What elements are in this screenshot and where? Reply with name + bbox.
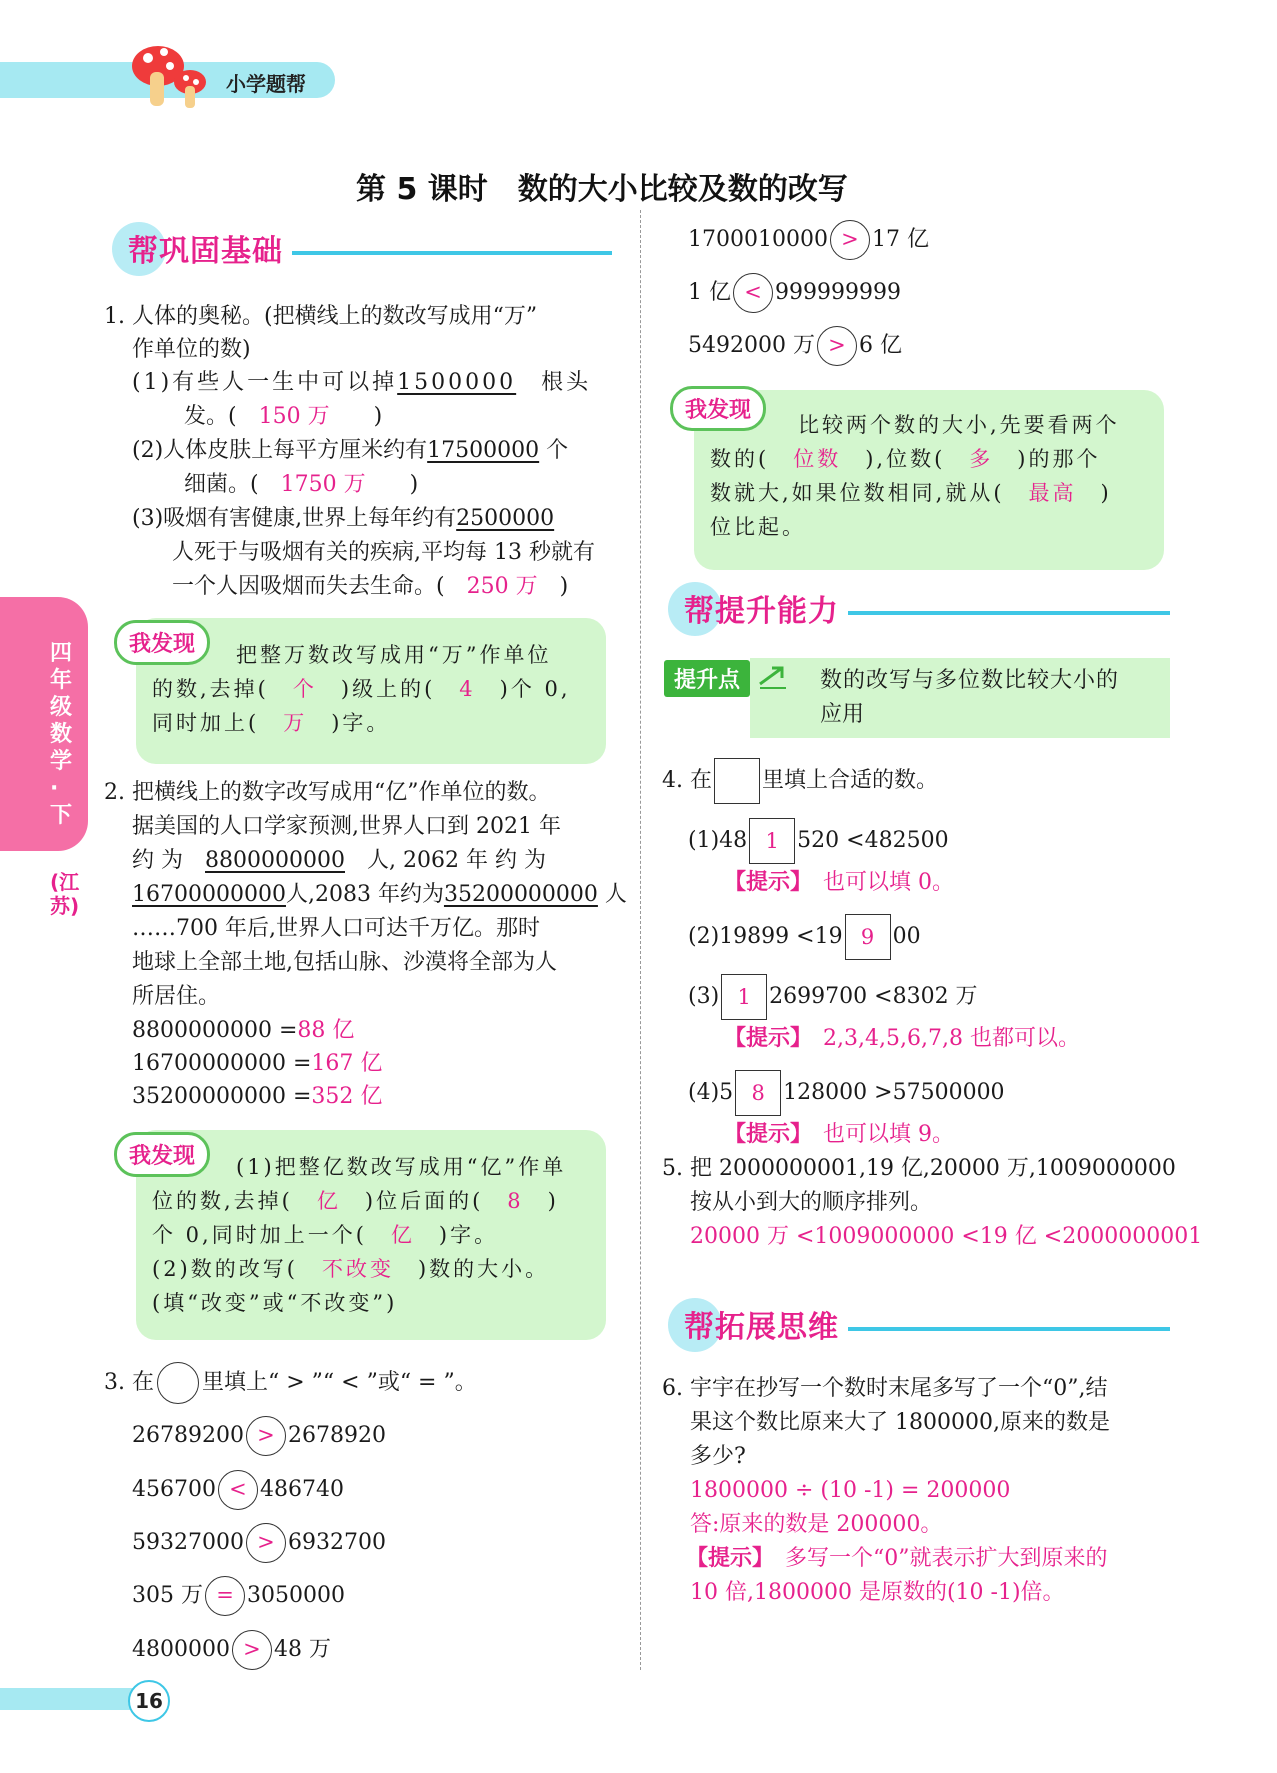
section-basics-rule xyxy=(292,251,612,255)
discover-badge-3: 我发现 xyxy=(670,386,766,431)
discover2-line5: (填“改变”或“不改变”) xyxy=(152,1291,398,1315)
q1-line1: 1. 人体的奥秘。(把横线上的数改写成用“万” xyxy=(104,304,538,329)
blank-box xyxy=(714,758,760,804)
q4-part1: (1)48 1 520 <482500 xyxy=(688,818,949,864)
q2-line2: 据美国的人口学家预测,世界人口到 2021 年 xyxy=(132,814,561,839)
q3-right-item-3: 5492000 万 > 6 亿 xyxy=(688,326,902,366)
q3-item-4: 305 万 = 3050000 xyxy=(132,1576,345,1616)
discover3-line4: 位比起。 xyxy=(710,515,806,539)
q1-part3: (3)吸烟有害健康,世界上每年约有2500000 xyxy=(132,506,555,531)
section-expand-rule xyxy=(848,1327,1170,1331)
q3-right-item-2: 1 亿 < 999999999 xyxy=(688,273,901,313)
page-number: 16 xyxy=(128,1680,170,1722)
q5-line1: 5. 把 2000000001,19 亿,20000 万,1009000000 xyxy=(662,1156,1176,1181)
q2-result1: 8800000000 =88 亿 xyxy=(132,1018,355,1043)
q3-line1: 3. 在 里填上“ > ”“ < ”或“ = ”。 xyxy=(104,1362,477,1404)
q6-hint-line2: 10 倍,1800000 是原数的(10 -1)倍。 xyxy=(690,1580,1065,1605)
q4-part4: (4)5 8 128000 >57500000 xyxy=(688,1070,1005,1116)
brand-name: 小学题帮 xyxy=(226,72,306,96)
discover-badge-2: 我发现 xyxy=(114,1132,210,1177)
side-tab-region: (江苏) xyxy=(50,870,80,918)
ability-line2: 应用 xyxy=(820,702,865,727)
q1-part1: (1)有些人一生中可以掉1500000 根头 xyxy=(132,370,592,395)
discover1-line1: 把整万数改写成用“万”作单位 xyxy=(236,643,552,667)
ability-badge: 提升点 xyxy=(664,660,750,697)
discover1-line3: 同时加上( 万 )字。 xyxy=(152,711,391,735)
q5-line2: 按从小到大的顺序排列。 xyxy=(690,1190,933,1215)
discover-badge-1: 我发现 xyxy=(114,620,210,665)
q6-line2: 果这个数比原来大了 1800000,原来的数是 xyxy=(690,1410,1110,1435)
q3-item-5: 4800000 > 48 万 xyxy=(132,1630,331,1670)
q2-line7: 所居住。 xyxy=(132,984,221,1009)
q3-item-2: 456700 < 486740 xyxy=(132,1470,344,1510)
q4-line1: 4. 在 里填上合适的数。 xyxy=(662,758,938,804)
arrow-icon xyxy=(756,662,792,696)
discover2-line1: (1)把整亿数改写成用“亿”作单 xyxy=(236,1155,567,1179)
q2-result3: 35200000000 =352 亿 xyxy=(132,1084,383,1109)
q6-hint: 【提示】 多写一个“0”就表示扩大到原来的 xyxy=(686,1546,1108,1571)
q1-part1-answer: 发。( 150 万 ) xyxy=(184,404,383,429)
q3-right-item-1: 1700010000 > 17 亿 xyxy=(688,220,929,260)
q1-part2-answer: 细菌。( 1750 万 ) xyxy=(184,472,419,497)
q6-line1: 6. 宇宇在抄写一个数时末尾多写了一个“0”,结 xyxy=(662,1376,1108,1401)
q4-part4-hint: 【提示】 也可以填 9。 xyxy=(724,1122,955,1147)
discover2-line3: 个 0,同时加上一个( 亿 )字。 xyxy=(152,1223,499,1247)
q2-result2: 16700000000 =167 亿 xyxy=(132,1051,383,1076)
discover2-line2: 位的数,去掉( 亿 )位后面的( 8 ) xyxy=(152,1189,559,1213)
q1-part2: (2)人体皮肤上每平方厘米约有17500000 个 xyxy=(132,438,569,463)
discover3-line2: 数的( 位数 ),位数( 多 )的那个 xyxy=(710,447,1101,471)
column-divider xyxy=(640,210,641,1670)
q4-part1-hint: 【提示】 也可以填 0。 xyxy=(724,870,955,895)
side-tab-grade: 四年级数学·下 xyxy=(50,641,73,828)
blank-circle xyxy=(157,1362,199,1404)
q2-line6: 地球上全部土地,包括山脉、沙漠将全部为人 xyxy=(132,950,557,975)
q1-line2: 作单位的数) xyxy=(132,337,251,362)
discover1-line2: 的数,去掉( 个 )级上的( 4 )个 0, xyxy=(152,677,571,701)
section-improve-rule xyxy=(848,611,1170,615)
q5-answer: 20000 万 <1009000000 <19 亿 <2000000001 xyxy=(690,1224,1203,1249)
q6-answer1: 1800000 ÷ (10 -1) = 200000 xyxy=(690,1478,1011,1503)
q2-line4: 16700000000人,2083 年约为35200000000 人 xyxy=(132,882,627,907)
lesson-title: 第 5 课时 数的大小比较及数的改写 xyxy=(356,172,848,207)
discover3-line1: 比较两个数的大小,先要看两个 xyxy=(798,413,1120,437)
q4-part3-hint: 【提示】 2,3,4,5,6,7,8 也都可以。 xyxy=(724,1026,1080,1051)
q6-answer2: 答:原来的数是 200000。 xyxy=(690,1512,943,1537)
q3-item-3: 59327000 > 6932700 xyxy=(132,1523,386,1563)
discover2-line4: (2)数的改写( 不改变 )数的大小。 xyxy=(152,1257,550,1281)
q1-part3-line2: 人死于与吸烟有关的疾病,平均每 13 秒就有 xyxy=(172,540,595,565)
discover3-line3: 数就大,如果位数相同,就从( 最高 ) xyxy=(710,481,1112,505)
q1-part3-answer: 一个人因吸烟而失去生命。( 250 万 ) xyxy=(172,574,569,599)
q6-line3: 多少? xyxy=(690,1444,746,1469)
q4-part2: (2)19899 <19 9 00 xyxy=(688,914,921,960)
mushroom-icon xyxy=(128,42,208,114)
ability-line1: 数的改写与多位数比较大小的 xyxy=(820,668,1120,693)
q3-item-1: 26789200 > 2678920 xyxy=(132,1416,386,1456)
q4-part3: (3) 1 2699700 <8302 万 xyxy=(688,974,978,1020)
q2-line3: 约 为 8800000000 人, 2062 年 约 为 xyxy=(132,848,546,873)
q2-line1: 2. 把横线上的数字改写成用“亿”作单位的数。 xyxy=(104,780,551,805)
q2-line5: ……700 年后,世界人口可达千万亿。那时 xyxy=(132,916,540,941)
